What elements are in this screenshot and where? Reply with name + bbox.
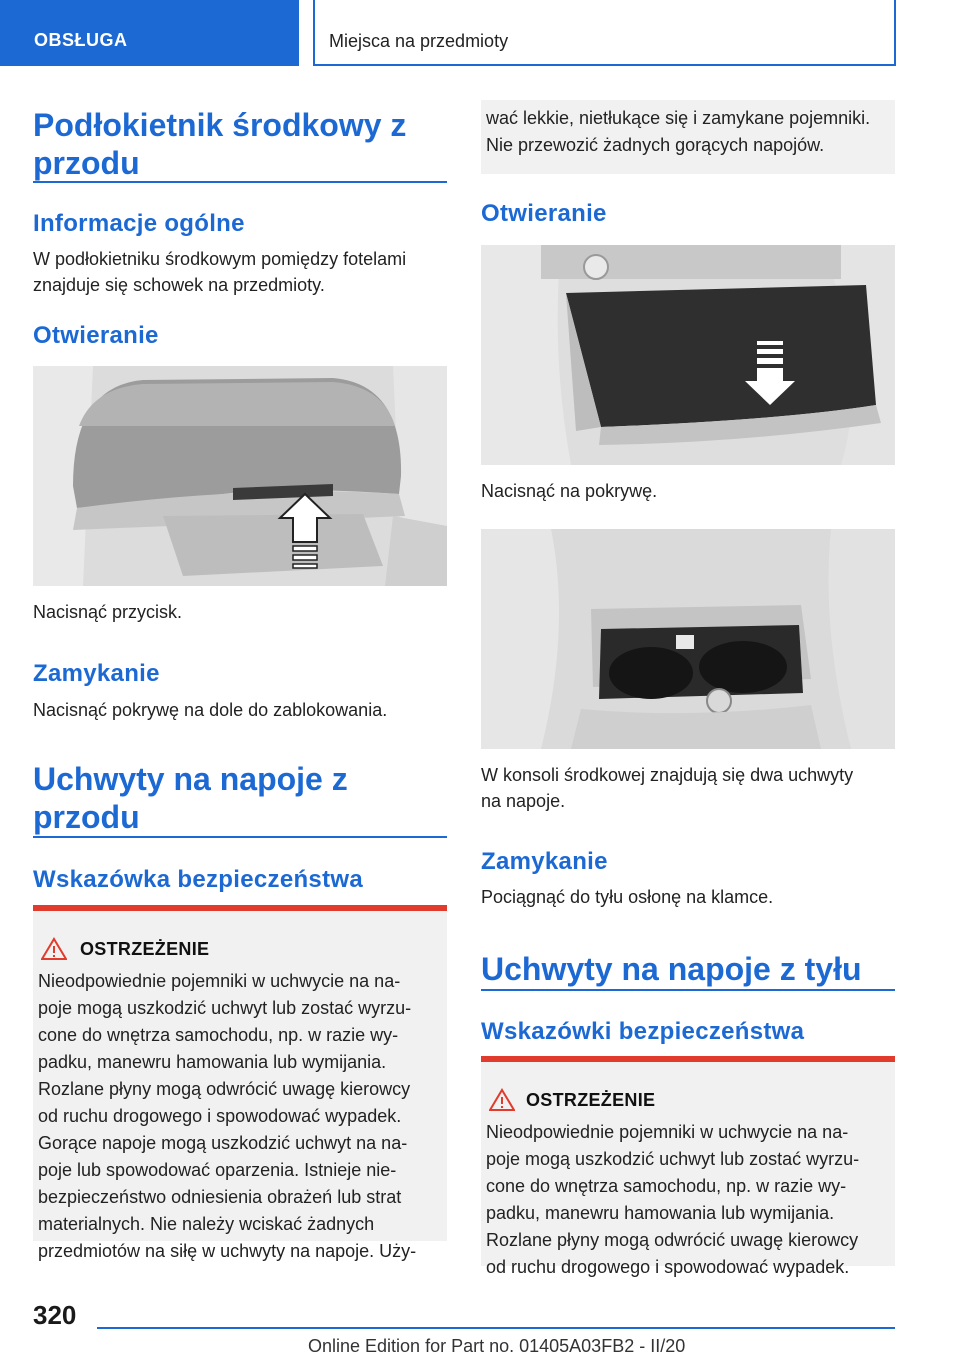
footer-rule xyxy=(97,1327,895,1329)
warning-text: Nieodpowiednie pojemniki w uchwycie na na- poje mogą uszkodzić uchwyt lub zostać wyrzu- cone do wnętrza samochodu, np. w razie wy- padku, manewru hamowania lub wymijania. Rozlane płyny mogą odwrócić uwagę kierowcy od ruchu drogowego i spowodować wypadek. Gorące napoje mogą uszkodzić uchwyt na na- poje lub spowodować oparzenia. Istnieje nie- bezpieczeństwo odniesienia obrażeń lub strat materialnych. Nie należy wciskać żadnych przedmiotów na siłę w uchwyty na napoje. Uży- xyxy=(38,971,417,1261)
heading-opening: Otwieranie xyxy=(33,322,159,349)
heading-opening-right: Otwieranie xyxy=(481,200,607,227)
page-number: 320 xyxy=(33,1300,77,1330)
warning-title: OSTRZEŻENIE xyxy=(526,1090,656,1110)
heading-general-info: Informacje ogólne xyxy=(33,210,245,237)
console-cover-image xyxy=(481,245,895,465)
cupholders-image xyxy=(481,529,895,749)
warning-box xyxy=(33,905,447,1261)
heading-safety-note: Wskazówka bezpieczeństwa xyxy=(33,866,363,893)
closing-text-right: Pociągnąć do tyłu osłonę na klamce. xyxy=(481,887,774,907)
warning-icon xyxy=(489,1088,515,1112)
warning-icon xyxy=(41,937,67,961)
section-label: OBSŁUGA xyxy=(34,30,128,50)
title-rule xyxy=(33,181,447,183)
caption-press-cover: Nacisnąć na pokrywę. xyxy=(481,481,658,501)
caption-press-button: Nacisnąć przycisk. xyxy=(33,602,183,622)
general-info-text: W podłokietniku środkowym pomiędzy fotelami znajduje się schowek na przedmioty. xyxy=(33,249,407,295)
closing-text: Nacisnąć pokrywę na dole do zablokowania. xyxy=(33,700,388,720)
warning-text: Nieodpowiednie pojemniki w uchwycie na na- poje mogą uszkodzić uchwyt lub zostać wyrzu- cone do wnętrza samochodu, np. w razie wy- padku, manewru hamowania lub wymijania. Rozlane płyny mogą odwrócić uwagę kierowcy od ruchu drogowego i spowodować wypadek. xyxy=(486,1122,860,1277)
warning-box-rear xyxy=(481,1056,895,1277)
title-rear-cupholders: Uchwyty na napoje z tyłu xyxy=(481,951,862,987)
warning-title: OSTRZEŻENIE xyxy=(80,939,210,959)
heading-safety-notes: Wskazówki bezpieczeństwa xyxy=(481,1018,805,1045)
chapter-header xyxy=(313,0,896,66)
caption-two-cupholders: W konsoli środkowej znajdują się dwa uchwyty na napoje. xyxy=(481,765,854,811)
heading-closing: Zamykanie xyxy=(33,660,160,687)
chapter-label: Miejsca na przedmioty xyxy=(329,31,509,51)
title-rule xyxy=(33,836,447,838)
title-rule xyxy=(481,989,895,991)
edition-link[interactable]: Online Edition for Part no. 01405A03FB2 - II/20 xyxy=(308,1336,686,1356)
armrest-image xyxy=(33,366,447,586)
section-tab[interactable] xyxy=(0,0,299,66)
heading-closing-right: Zamykanie xyxy=(481,848,608,875)
title-front-cupholders: Uchwyty na napoje z przodu xyxy=(33,761,348,835)
title-front-armrest: Podłokietnik środkowy z przodu xyxy=(33,107,407,181)
warning-continuation: wać lekkie, nietłukące się i zamykane pojemniki. Nie przewozić żadnych gorących napojów. xyxy=(481,100,895,174)
